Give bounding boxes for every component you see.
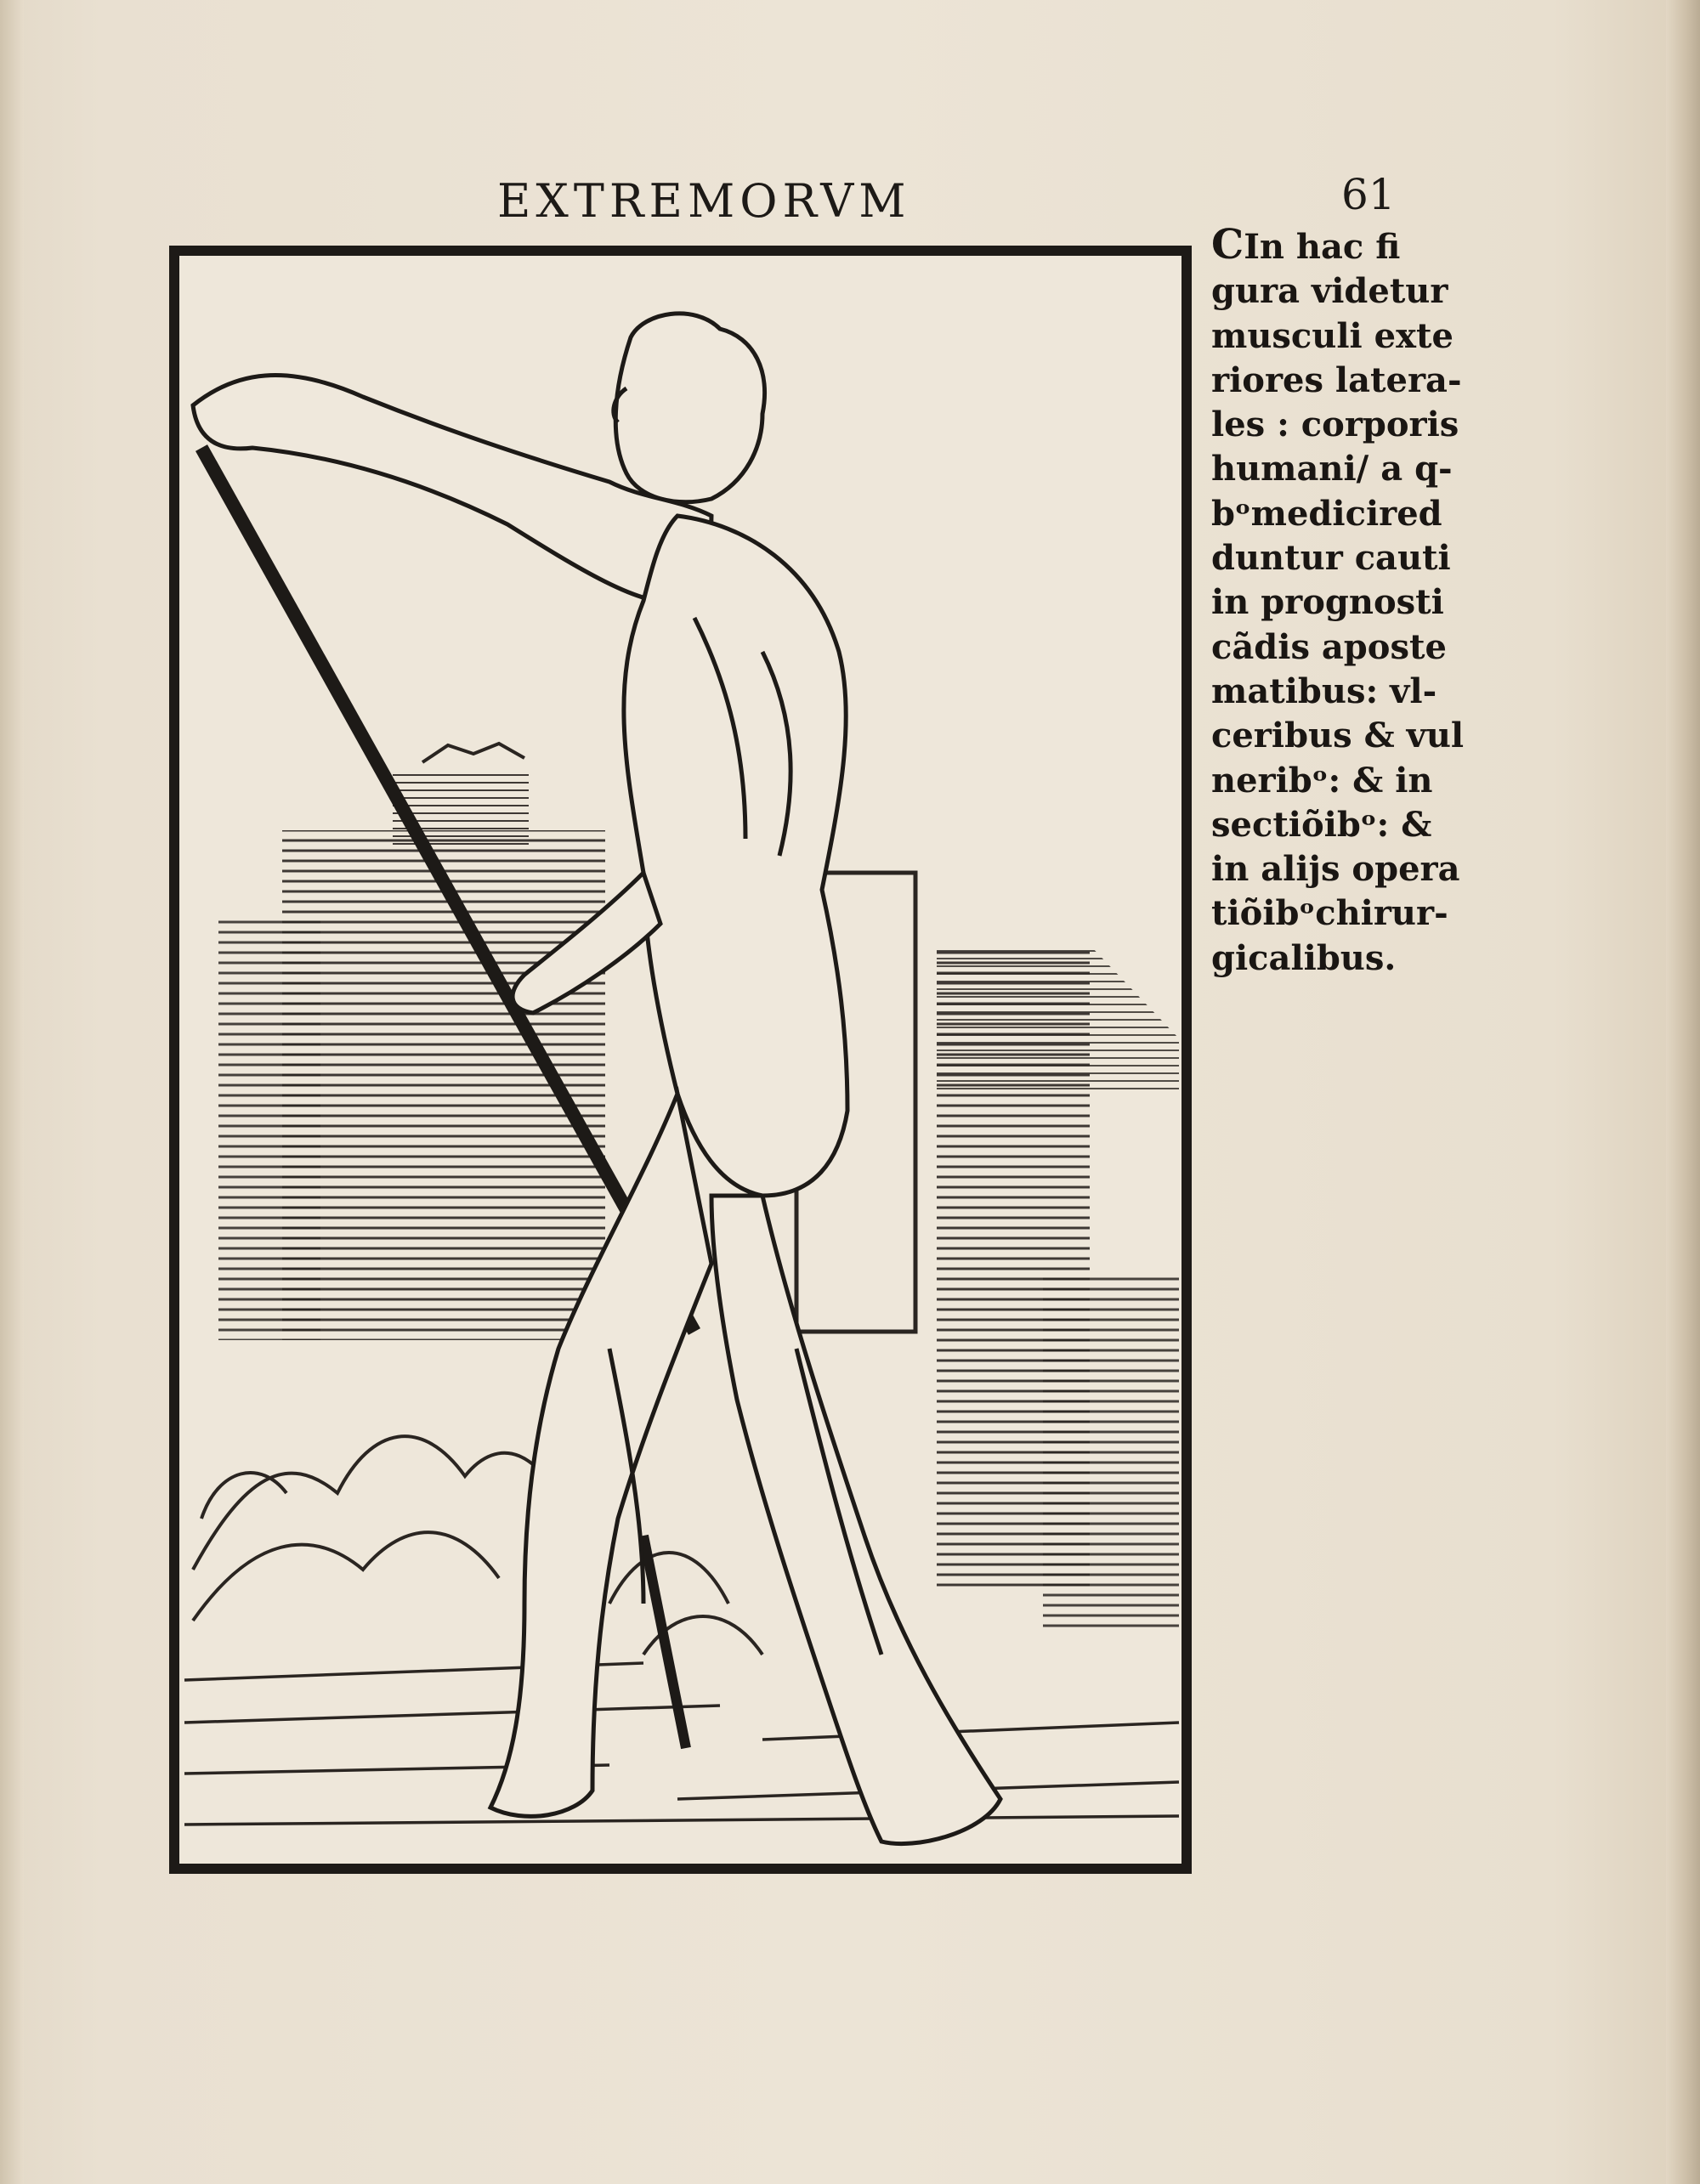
page-edge [1666, 0, 1700, 2184]
caption-line: cãdis aposte [1211, 626, 1447, 667]
caption-line: humani/ a q‑ [1211, 449, 1453, 489]
caption-line: CIn hac fi [1211, 221, 1401, 269]
caption-line: ceribus & vul [1211, 716, 1465, 756]
caption-line: sectiõibᵒ: & [1211, 804, 1432, 845]
caption-line: musculi exte [1211, 315, 1454, 356]
caption-line: gura videtur [1211, 271, 1448, 312]
caption-line: matibus: vl‑ [1211, 670, 1437, 711]
caption-text [1211, 221, 1465, 981]
woodcut-illustration [167, 244, 1193, 1876]
caption-line: neribᵒ: & in [1211, 760, 1433, 801]
folio-number: 61 [1341, 170, 1396, 219]
caption-line: in prognosti [1211, 582, 1444, 623]
caption-line: duntur cauti [1211, 538, 1451, 579]
caption-line: les : corporis [1211, 405, 1459, 445]
caption-line: riores latera‑ [1211, 359, 1462, 400]
caption-line: tiõibᵒchirur‑ [1211, 893, 1448, 934]
page-gutter [0, 0, 24, 2184]
caption-line: in alijs opera [1211, 849, 1460, 890]
running-head: EXTREMORVM [497, 174, 911, 228]
pilcrow-mark: C [1211, 221, 1244, 269]
caption-line: gicalibus. [1211, 937, 1397, 978]
caption-line: bᵒmedicired [1211, 493, 1442, 534]
